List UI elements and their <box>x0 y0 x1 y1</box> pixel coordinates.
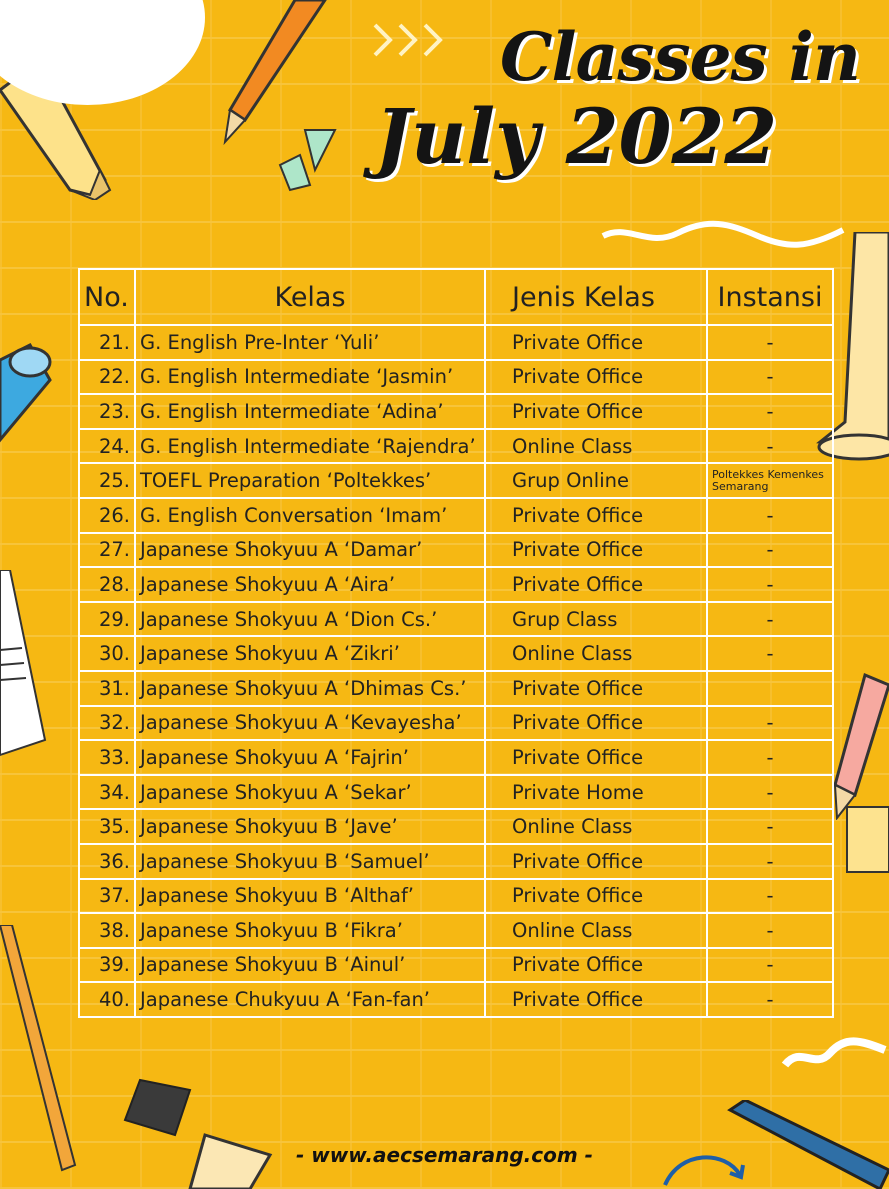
cell-kelas: Japanese Shokyuu B ‘Samuel’ <box>135 844 485 879</box>
cell-jenis: Online Class <box>485 913 707 948</box>
cell-kelas: Japanese Shokyuu A ‘Dhimas Cs.’ <box>135 671 485 706</box>
table-row <box>79 360 833 395</box>
cell-instansi: - <box>707 498 833 533</box>
cell-kelas: Japanese Shokyuu A ‘Damar’ <box>135 533 485 568</box>
table-row <box>79 948 833 983</box>
cell-jenis: Private Office <box>485 879 707 914</box>
cell-no: 26. <box>79 498 135 533</box>
cell-instansi: - <box>707 740 833 775</box>
marker-blue-icon <box>0 340 55 450</box>
cell-jenis: Private Office <box>485 567 707 602</box>
cell-kelas: G. English Intermediate ‘Jasmin’ <box>135 360 485 395</box>
cell-instansi: - <box>707 325 833 360</box>
table-row <box>79 325 833 360</box>
table-row <box>79 602 833 637</box>
table-row <box>79 429 833 464</box>
cell-jenis: Private Office <box>485 706 707 741</box>
title-line-2: July 2022 <box>375 92 778 181</box>
cell-kelas: G. English Intermediate ‘Adina’ <box>135 394 485 429</box>
cell-instansi: - <box>707 809 833 844</box>
cell-instansi: - <box>707 429 833 464</box>
marker-icon <box>120 1075 295 1189</box>
table-row <box>79 533 833 568</box>
sticky-note-icon <box>845 805 889 875</box>
paper-icon <box>0 570 48 760</box>
cell-kelas: Japanese Shokyuu B ‘Ainul’ <box>135 948 485 983</box>
cell-kelas: Japanese Shokyuu B ‘Althaf’ <box>135 879 485 914</box>
cell-jenis: Grup Class <box>485 602 707 637</box>
cell-instansi: - <box>707 602 833 637</box>
table-row <box>79 775 833 810</box>
cell-instansi: - <box>707 844 833 879</box>
cell-kelas: Japanese Chukyuu A ‘Fan-fan’ <box>135 982 485 1017</box>
eraser-icon <box>275 125 340 195</box>
table-row <box>79 879 833 914</box>
squiggle-icon <box>598 218 848 248</box>
table-row <box>79 394 833 429</box>
table-row <box>79 636 833 671</box>
cell-kelas: Japanese Shokyuu A ‘Aira’ <box>135 567 485 602</box>
cell-instansi: - <box>707 636 833 671</box>
header-jenis: Jenis Kelas <box>485 269 707 325</box>
cell-no: 24. <box>79 429 135 464</box>
cell-instansi: - <box>707 567 833 602</box>
website-url: - www.aecsemarang.com - <box>296 1143 593 1167</box>
cell-jenis: Private Office <box>485 533 707 568</box>
cell-no: 28. <box>79 567 135 602</box>
pen-icon <box>215 0 335 145</box>
title-line-1: Classes in <box>500 18 860 96</box>
cell-jenis: Private Office <box>485 498 707 533</box>
cell-kelas: G. English Conversation ‘Imam’ <box>135 498 485 533</box>
cell-jenis: Private Office <box>485 671 707 706</box>
cell-instansi: - <box>707 706 833 741</box>
table-row <box>79 706 833 741</box>
table-row <box>79 463 833 498</box>
cell-no: 21. <box>79 325 135 360</box>
cell-no: 23. <box>79 394 135 429</box>
cell-no: 35. <box>79 809 135 844</box>
cell-kelas: Japanese Shokyuu B ‘Jave’ <box>135 809 485 844</box>
cell-kelas: G. English Intermediate ‘Rajendra’ <box>135 429 485 464</box>
cell-instansi: - <box>707 360 833 395</box>
cell-no: 37. <box>79 879 135 914</box>
cell-instansi: - <box>707 394 833 429</box>
cell-jenis: Private Office <box>485 360 707 395</box>
cell-instansi <box>707 671 833 706</box>
squiggle-right-icon <box>780 1035 889 1075</box>
cell-jenis: Private Office <box>485 948 707 983</box>
table-row <box>79 844 833 879</box>
cell-instansi: - <box>707 879 833 914</box>
cell-jenis: Grup Online <box>485 463 707 498</box>
cell-jenis: Private Office <box>485 982 707 1017</box>
cell-kelas: Japanese Shokyuu A ‘Fajrin’ <box>135 740 485 775</box>
table-row <box>79 567 833 602</box>
cell-jenis: Private Home <box>485 775 707 810</box>
cell-instansi: - <box>707 533 833 568</box>
cell-instansi: - <box>707 982 833 1017</box>
table-row <box>79 498 833 533</box>
cell-jenis: Private Office <box>485 325 707 360</box>
table-row <box>79 671 833 706</box>
cell-kelas: Japanese Shokyuu A ‘Sekar’ <box>135 775 485 810</box>
cell-kelas: Japanese Shokyuu A ‘Zikri’ <box>135 636 485 671</box>
cell-no: 30. <box>79 636 135 671</box>
cell-jenis: Private Office <box>485 844 707 879</box>
header-kelas: Kelas <box>135 269 485 325</box>
cell-no: 32. <box>79 706 135 741</box>
header-no: No. <box>79 269 135 325</box>
cell-jenis: Online Class <box>485 636 707 671</box>
table-header-row <box>79 269 833 325</box>
cell-no: 38. <box>79 913 135 948</box>
cell-no: 22. <box>79 360 135 395</box>
cell-jenis: Private Office <box>485 394 707 429</box>
cell-no: 40. <box>79 982 135 1017</box>
cell-no: 36. <box>79 844 135 879</box>
cell-kelas: Japanese Shokyuu A ‘Kevayesha’ <box>135 706 485 741</box>
cell-kelas: Japanese Shokyuu A ‘Dion Cs.’ <box>135 602 485 637</box>
cell-instansi: - <box>707 913 833 948</box>
cell-kelas: G. English Pre-Inter ‘Yuli’ <box>135 325 485 360</box>
cell-kelas: Japanese Shokyuu B ‘Fikra’ <box>135 913 485 948</box>
cell-no: 31. <box>79 671 135 706</box>
cell-no: 39. <box>79 948 135 983</box>
arrows-icon <box>370 20 450 60</box>
class-table <box>78 268 834 1018</box>
cell-no: 34. <box>79 775 135 810</box>
header-instansi: Instansi <box>707 269 833 325</box>
table-row <box>79 913 833 948</box>
cell-no: 25. <box>79 463 135 498</box>
cell-jenis: Online Class <box>485 429 707 464</box>
cell-no: 29. <box>79 602 135 637</box>
table-row <box>79 809 833 844</box>
table-body <box>79 325 833 1017</box>
cell-instansi: - <box>707 948 833 983</box>
cell-jenis: Online Class <box>485 809 707 844</box>
cell-jenis: Private Office <box>485 740 707 775</box>
pencil-pink-icon <box>825 670 889 820</box>
cell-kelas: TOEFL Preparation ‘Poltekkes’ <box>135 463 485 498</box>
cell-instansi: - <box>707 775 833 810</box>
table-row <box>79 740 833 775</box>
cell-no: 33. <box>79 740 135 775</box>
table-row <box>79 982 833 1017</box>
cell-no: 27. <box>79 533 135 568</box>
cell-instansi: Poltekkes Kemenkes Semarang <box>707 463 833 498</box>
